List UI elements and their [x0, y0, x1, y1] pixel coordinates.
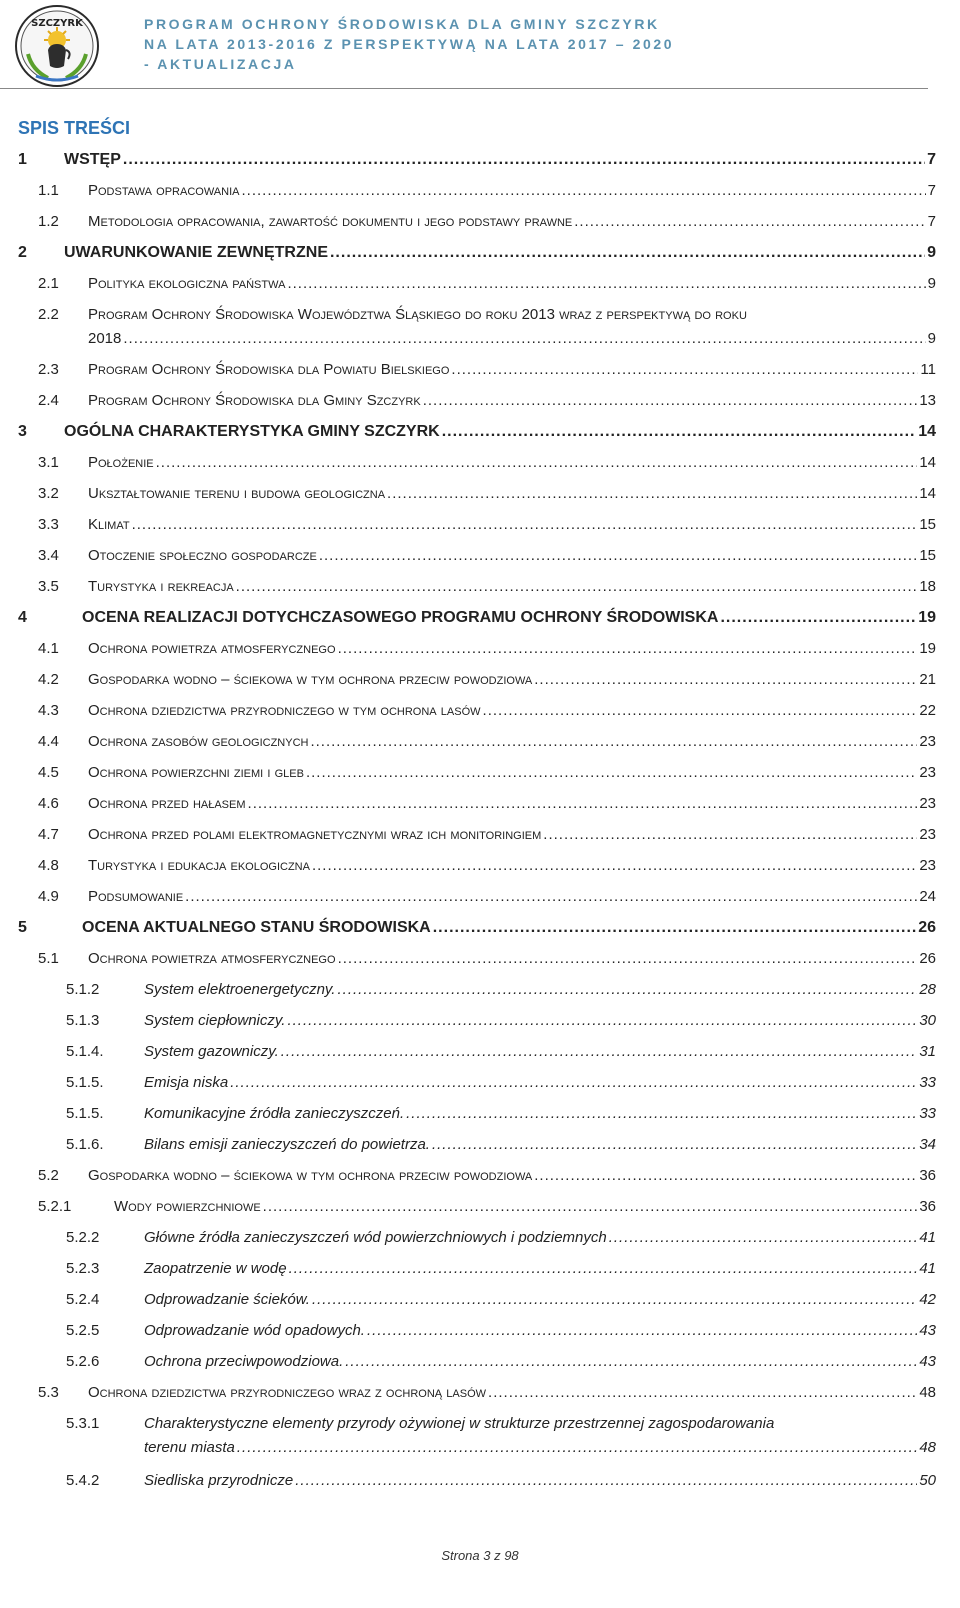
- toc-entry-number: 5.2.6: [66, 1353, 100, 1370]
- toc-entry-number: 5.1: [38, 950, 59, 967]
- toc-entry-number: 4.1: [38, 640, 59, 657]
- toc-entry-page: 43: [919, 1353, 936, 1370]
- toc-entry-text: Położenie: [88, 454, 154, 471]
- toc-entry-number: 5.2.2: [66, 1229, 100, 1246]
- toc-entry-number: 5.1.5.: [66, 1105, 104, 1122]
- toc-entry-text: Ukształtowanie terenu i budowa geologiczna: [88, 485, 386, 502]
- toc-entry[interactable]: [18, 1037, 936, 1068]
- toc-entry-number: 4.5: [38, 764, 59, 781]
- toc-entry-page: 11: [920, 361, 936, 378]
- toc-entry-text: Klimat: [88, 516, 130, 533]
- toc-entry-number: 2.1: [38, 275, 59, 292]
- toc-entry[interactable]: [18, 1223, 936, 1254]
- toc-entry-text: System ciepłowniczy.: [144, 1012, 286, 1029]
- title-line-1: PROGRAM OCHRONY ŚRODOWISKA DLA GMINY SZCZYRK: [144, 16, 660, 32]
- toc-entry-text: Charakterystyczne elementy przyrody ożywionej w strukturze przestrzennej zagospodarowania: [144, 1415, 775, 1432]
- toc-entry-page: 13: [919, 392, 936, 409]
- toc-entry-number: 3.3: [38, 516, 59, 533]
- toc-entry-page: 19: [919, 640, 936, 657]
- toc-entry-page: 9: [927, 330, 936, 347]
- svg-text:SZCZYRK: SZCZYRK: [31, 18, 83, 29]
- title-line-3: - AKTUALIZACJA: [144, 56, 297, 72]
- toc-entry[interactable]: [18, 1378, 936, 1409]
- szczyrk-logo: [14, 4, 100, 88]
- toc-entry[interactable]: [18, 1409, 936, 1435]
- toc-entry[interactable]: [18, 176, 936, 207]
- toc-entry-page: 7: [927, 182, 936, 199]
- toc-entry-number: 4.4: [38, 733, 59, 750]
- toc-entry-page: 23: [919, 764, 936, 781]
- toc-entry-number: 5.2.5: [66, 1322, 100, 1339]
- toc-entry-page: 26: [918, 919, 936, 936]
- toc-entry-text: Gospodarka wodno – ściekowa w tym ochrona przeciw powodziowa: [88, 671, 533, 688]
- toc-entry-page: 48: [919, 1439, 936, 1456]
- toc-entry[interactable]: [18, 1316, 936, 1347]
- toc-entry-text: Zaopatrzenie w wodę: [144, 1260, 287, 1277]
- toc-entry-text: Program Ochrony Środowiska Województwa Śląskiego do roku 2013 wraz z perspektywą do roku: [88, 306, 747, 323]
- toc-entry[interactable]: [18, 1192, 936, 1223]
- toc-entry-page: 33: [919, 1105, 936, 1122]
- toc-entry-number: 4.3: [38, 702, 59, 719]
- toc-entry-text: Ochrona przeciwpowodziowa.: [144, 1353, 344, 1370]
- toc-entry-page: 50: [919, 1472, 936, 1489]
- toc-entry[interactable]: [18, 975, 936, 1006]
- toc-entry-text: Gospodarka wodno – ściekowa w tym ochrona przeciw powodziowa: [88, 1167, 533, 1184]
- toc-entry-page: 14: [919, 454, 936, 471]
- toc-entry[interactable]: [18, 1006, 936, 1037]
- toc-entry-text: Ochrona powietrza atmosferycznego: [88, 950, 336, 967]
- toc-entry[interactable]: [18, 820, 936, 851]
- toc-entry[interactable]: [18, 1466, 936, 1497]
- toc-entry-page: 9: [927, 275, 936, 292]
- toc-entry-number: 3: [18, 423, 27, 440]
- toc-entry-page: 19: [918, 609, 936, 626]
- toc-entry-number: 3.5: [38, 578, 59, 595]
- toc-entry-number: 3.4: [38, 547, 59, 564]
- toc-entry-number: 1.1: [38, 182, 59, 199]
- toc-entry-number: 5: [18, 919, 27, 936]
- toc-entry-text: Komunikacyjne źródła zanieczyszczeń.: [144, 1105, 405, 1122]
- toc-entry-text: Podsumowanie: [88, 888, 184, 905]
- toc-entry[interactable]: [18, 510, 936, 541]
- toc-entry[interactable]: [18, 727, 936, 758]
- toc-entry-number: 4.9: [38, 888, 59, 905]
- toc-entry-number: 5.3: [38, 1384, 59, 1401]
- toc-entry-page: 43: [919, 1322, 936, 1339]
- toc-entry-number: 3.1: [38, 454, 59, 471]
- toc-entry-number: 2: [18, 244, 27, 261]
- toc-entry-text: Odprowadzanie wód opadowych.: [144, 1322, 365, 1339]
- toc-entry-page: 41: [919, 1229, 936, 1246]
- toc-entry-number: 5.2.4: [66, 1291, 100, 1308]
- toc-entry-text: Ochrona przed polami elektromagnetycznymi wraz ich monitoringiem: [88, 826, 542, 843]
- toc-entry-text: Program Ochrony Środowiska dla Gminy Szczyrk: [88, 392, 421, 409]
- toc-entry-text: Ochrona przed hałasem: [88, 795, 246, 812]
- toc-entry[interactable]: [18, 1099, 936, 1130]
- toc-entry-text: 2018: [88, 330, 122, 347]
- toc-entry-page: 23: [919, 857, 936, 874]
- toc-entry-page: 48: [919, 1384, 936, 1401]
- toc-entry[interactable]: [18, 541, 936, 572]
- toc-entry[interactable]: [18, 355, 936, 386]
- toc-entry[interactable]: [18, 145, 936, 176]
- toc-entry-text: Siedliska przyrodnicze: [144, 1472, 294, 1489]
- toc-entry[interactable]: [18, 207, 936, 238]
- page-number: Strona 3 z 98: [441, 1548, 519, 1563]
- toc-entry-page: 30: [919, 1012, 936, 1029]
- toc-entry-number: 2.3: [38, 361, 59, 378]
- toc-entry-text: Ochrona dziedzictwa przyrodniczego w tym ochrona lasów: [88, 702, 481, 719]
- toc-entry[interactable]: [18, 851, 936, 882]
- toc-entry-number: 5.2.1: [38, 1198, 72, 1215]
- toc-entry-number: 2.4: [38, 392, 59, 409]
- toc-entry-number: 4.2: [38, 671, 59, 688]
- toc-entry-page: 24: [919, 888, 936, 905]
- toc-entry-text: System elektroenergetyczny.: [144, 981, 336, 998]
- toc-entry[interactable]: [18, 665, 936, 696]
- toc-entry-text: OGÓLNA CHARAKTERYSTYKA GMINY SZCZYRK: [64, 423, 440, 440]
- toc-entry-text: Podstawa opracowania: [88, 182, 240, 199]
- toc-entry-page: 14: [918, 423, 936, 440]
- toc-entry-text: Ochrona powierzchni ziemi i gleb: [88, 764, 304, 781]
- toc-entry-page: 31: [919, 1043, 936, 1060]
- toc-entry-page: 21: [919, 671, 936, 688]
- toc-entry[interactable]: [18, 479, 936, 510]
- toc-entry-text: Ochrona zasobów geologicznych: [88, 733, 309, 750]
- toc-entry-text: Turystyka i rekreacja: [88, 578, 234, 595]
- toc-entry[interactable]: [18, 448, 936, 479]
- toc-entry-number: 1.2: [38, 213, 59, 230]
- toc-entry-number: 5.3.1: [66, 1415, 100, 1432]
- toc-entry-page: 34: [919, 1136, 936, 1153]
- toc-entry-page: 41: [919, 1260, 936, 1277]
- toc-entry[interactable]: [18, 1254, 936, 1285]
- toc-entry-number: 2.2: [38, 306, 59, 323]
- toc-entry-page: 18: [919, 578, 936, 595]
- toc-entry-page: 36: [919, 1167, 936, 1184]
- title-line-2: NA LATA 2013-2016 Z PERSPEKTYWĄ NA LATA 2017 – 2020: [144, 36, 675, 52]
- toc-entry-text: Program Ochrony Środowiska dla Powiatu Bielskiego: [88, 361, 450, 378]
- toc-entry[interactable]: [18, 572, 936, 603]
- toc-entry[interactable]: [18, 634, 936, 665]
- toc-entry-text: System gazowniczy.: [144, 1043, 279, 1060]
- toc-entry[interactable]: [18, 1161, 936, 1192]
- toc-entry-page: 15: [919, 516, 936, 533]
- toc-entry-number: 1: [18, 151, 27, 168]
- toc-entry-page: 36: [919, 1198, 936, 1215]
- toc-entry-page: 15: [919, 547, 936, 564]
- toc-entry[interactable]: [18, 1347, 936, 1378]
- toc-entry-text: OCENA AKTUALNEGO STANU ŚRODOWISKA: [82, 919, 431, 936]
- toc-entry-number: 5.2.3: [66, 1260, 100, 1277]
- toc-entry[interactable]: [18, 1285, 936, 1316]
- toc-entry-number: 5.2: [38, 1167, 59, 1184]
- toc-entry[interactable]: [18, 417, 936, 448]
- toc-entry-number: 5.1.6.: [66, 1136, 104, 1153]
- toc-entry-number: 3.2: [38, 485, 59, 502]
- toc-entry-text: WSTĘP: [64, 151, 121, 168]
- toc-entry-text: Emisja niska: [144, 1074, 229, 1091]
- toc-entry-number: 4.8: [38, 857, 59, 874]
- toc-entry-text: Ochrona powietrza atmosferycznego: [88, 640, 336, 657]
- toc-entry-page: 33: [919, 1074, 936, 1091]
- toc-entry[interactable]: [18, 944, 936, 975]
- toc-entry[interactable]: [18, 1130, 936, 1161]
- document-title: [144, 14, 674, 74]
- toc-entry-text: Główne źródła zanieczyszczeń wód powierzchniowych i podziemnych: [144, 1229, 607, 1246]
- toc-entry-continuation[interactable]: [18, 324, 936, 355]
- toc-entry-text: terenu miasta: [144, 1439, 235, 1456]
- toc-entry-text: Otoczenie społeczno gospodarcze: [88, 547, 317, 564]
- toc-entry-page: 14: [919, 485, 936, 502]
- header-divider: [0, 88, 928, 89]
- toc-entry-page: 7: [927, 151, 936, 168]
- toc-entry-text: UWARUNKOWANIE ZEWNĘTRZNE: [64, 244, 328, 261]
- toc-entry-text: Bilans emisji zanieczyszczeń do powietrza.: [144, 1136, 430, 1153]
- toc-entry-continuation[interactable]: [18, 1433, 936, 1464]
- toc-entry[interactable]: [18, 269, 936, 300]
- toc-entry-page: 22: [919, 702, 936, 719]
- toc-entry-page: 23: [919, 826, 936, 843]
- toc-entry[interactable]: [18, 1068, 936, 1099]
- toc-entry-text: Metodologia opracowania, zawartość dokumentu i jego podstawy prawne: [88, 213, 573, 230]
- toc-entry-number: 5.1.2: [66, 981, 100, 998]
- toc-entry-page: 42: [919, 1291, 936, 1308]
- toc-entry-page: 28: [919, 981, 936, 998]
- toc-entry-number: 5.4.2: [66, 1472, 100, 1489]
- toc-entry-page: 9: [927, 244, 936, 261]
- toc-entry[interactable]: [18, 758, 936, 789]
- toc-entry-page: 23: [919, 795, 936, 812]
- toc-entry-text: Turystyka i edukacja ekologiczna: [88, 857, 310, 874]
- toc-entry[interactable]: [18, 386, 936, 417]
- toc-entry[interactable]: [18, 238, 936, 269]
- toc-title: SPIS TREŚCI: [18, 118, 131, 138]
- toc-entry-text: OCENA REALIZACJI DOTYCHCZASOWEGO PROGRAMU OCHRONY ŚRODOWISKA: [82, 609, 719, 626]
- toc-entry[interactable]: [18, 603, 936, 634]
- toc-entry-page: 23: [919, 733, 936, 750]
- toc-entry-text: Wody powierzchniowe: [114, 1198, 261, 1215]
- toc-entry-number: 5.1.5.: [66, 1074, 104, 1091]
- toc-entry[interactable]: [18, 882, 936, 913]
- toc-entry-number: 5.1.4.: [66, 1043, 104, 1060]
- toc-entry-page: 26: [919, 950, 936, 967]
- toc-entry-text: Polityka ekologiczna państwa: [88, 275, 286, 292]
- toc-entry-number: 5.1.3: [66, 1012, 100, 1029]
- toc-entry-number: 4.7: [38, 826, 59, 843]
- toc-entry[interactable]: [18, 789, 936, 820]
- toc-entry[interactable]: [18, 696, 936, 727]
- toc-entry-text: Odprowadzanie ścieków.: [144, 1291, 310, 1308]
- toc-entry-page: 7: [927, 213, 936, 230]
- toc-entry[interactable]: [18, 913, 936, 944]
- page-header: [0, 0, 960, 92]
- toc-entry-number: 4.6: [38, 795, 59, 812]
- toc-entry-text: Ochrona dziedzictwa przyrodniczego wraz z ochroną lasów: [88, 1384, 487, 1401]
- toc-entry-number: 4: [18, 609, 27, 626]
